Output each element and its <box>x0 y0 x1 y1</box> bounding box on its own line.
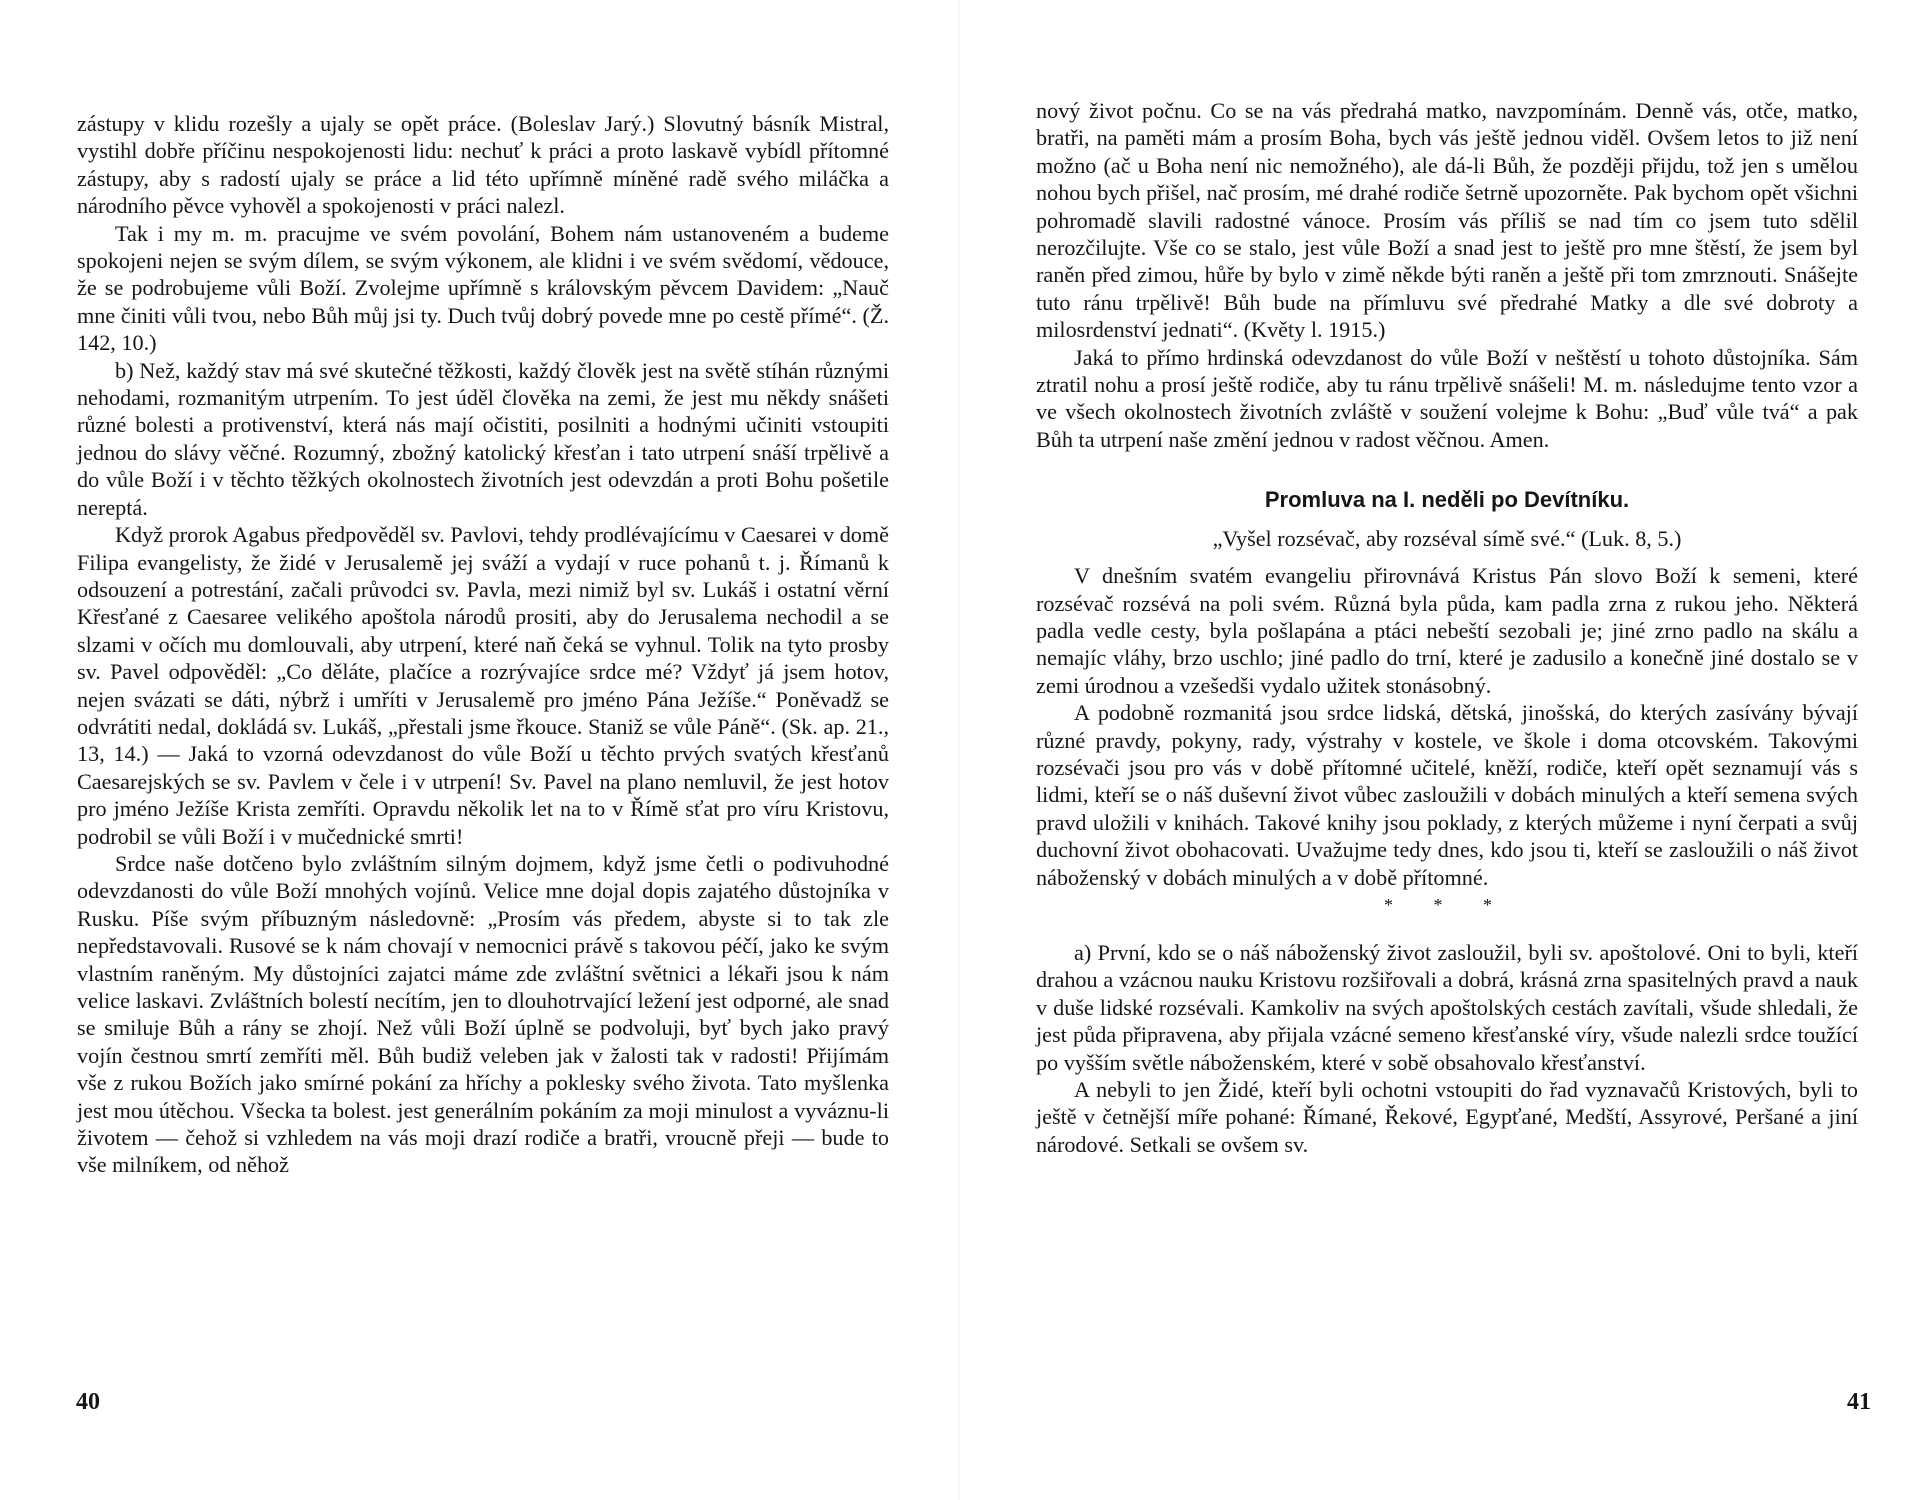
scripture-verse: „Vyšel rozsévač, aby rozséval símě své.“ (Luk. 8, 5.) <box>1212 525 1682 551</box>
section-separator: * * * <box>1384 894 1510 915</box>
right-page <box>959 0 1918 1500</box>
paragraph: A nebyli to jen Židé, kteří byli ochotni vstoupiti do řad vyznavačů Kristových, byli to ještě v četnější míře pohané: Římané, Řekové, Egypťané, Medští, Assyrové, Peršané a jiní národové. Setkali se ovšem sv. <box>1036 1077 1858 1157</box>
page-number: 41 <box>1847 1389 1871 1415</box>
right-text-column <box>1036 97 1858 1158</box>
paragraph: a) První, kdo se o náš náboženský život zasloužil, byli sv. apoštolové. Oni to byli, kteří drahou a vzácnou nauku Kristovu rozšiřovali a dobrá, krásná zrna spasitelných pravd a nauk v duše lidské rozsévali. Kamkoliv na svých apoštolských cestách zavítali, všude shledali, že jest půda připravena, aby přijala vzácné semeno křesťanské víry, všude nalezli srdce toužící po vyšším světle náboženském, které v sobě obsahovalo křesťanství. <box>1036 939 1858 1075</box>
page-number: 40 <box>76 1389 100 1415</box>
paragraph: A podobně rozmanitá jsou srdce lidská, dětská, jinošská, do kterých zasívány bývají různé pravdy, pokyny, rady, výstrahy v kostele, ve škole i doma otcovském. Takovými rozsévači jsou pro vás v době přítomné učitelé, kněží, rodiče, kteří opět seznamují vás s lidmi, kteří se o náš duševní život vůbec zasloužili v dobách minulých a kteří semena svých pravd uložili v knihách. Takové knihy jsou poklady, z kterých můžeme i nyní čerpati a svůj duchovní život obohacovati. Uvažujme tedy dnes, kdo jsou ti, kteří se zasloužili o náš život náboženský v dobách minulých a v době přítomné. <box>1036 700 1858 890</box>
paragraph: Srdce naše dotčeno bylo zvláštním silným dojmem, když jsme četli o podivuhodné odevzdanosti do vůle Boží mnohých vojínů. Velice mne dojal dopis zajatého důstojníka v Rusku. Píše svým příbuzným následovně: „Prosím vás předem, abyste si to tak zle nepředstavovali. Rusové se k nám chovají v nemocnici právě s takovou péčí, jako ke svým vlastním raněným. My důstojníci zajatci máme zde zvláštní světnici a lékaři jsou k nám velice laskavi. Zvláštních bolestí necítím, jen to dlouhotrvající ležení jest odporné, ale snad se smiluje Bůh a rány se zhojí. Než vůli Boží úplně se podvoluji, byť bych jako pravý vojín čestnou smrtí zemříti měl. Bůh budiž veleben jak v žalosti tak v radosti! Přijímám vše z rukou Božích jako smírné pokání za hříchy a poklesky svého života. Tato myšlenka jest mou útěchou. Všecka ta bolest. jest generálním pokáním za moji minulost a vyváznu-li životem — čehož si vzhledem na vás moji drazí rodiče a bratři, vroucně přeji — bude to vše milníkem, od něhož <box>77 850 889 1178</box>
paragraph: Když prorok Agabus předpověděl sv. Pavlovi, tehdy prodlévajícímu v Caesarei v domě Filipa evangelisty, že židé v Jerusalemě jej sváží a vydají v ruce pohanů t. j. Římanů k odsouzení a potrestání, začali průvodci sv. Pavla, mezi nimiž byl sv. Lukáš i ostatní věrní Křesťané z Caesaree velikého apoštola národů prositi, aby do Jerusalema nechodil a se slzami v očích mu domlouvali, aby utrpení, které naň čeká se vyhnul. Tolik na tyto prosby sv. Pavel odpověděl: „Co děláte, plačíce a rozrývajíce srdce mé? Vždyť já jsem hotov, nejen svázati se dáti, nýbrž i umříti v Jerusalemě pro jméno Pána Ježíše.“ Poněvadž se odvrátiti nedal, dokládá sv. Lukáš, „přestali jsme řkouce. Staniž se vůle Páně“. (Sk. ap. 21., 13, 14.) — Jaká to vzorná odevzdanost do vůle Boží u těchto prvých svatých křesťanů Caesarejských se sv. Pavlem v čele i v utrpení! Sv. Pavel na plano nemluvil, že jest hotov pro jméno Ježíše Krista zemříti. Opravdu několik let na to v Římě sťat pro víru Kristovu, podrobil se vůli Boží i v mučednické smrti! <box>77 522 889 849</box>
left-text-column <box>77 110 889 1179</box>
paragraph: Jaká to přímo hrdinská odevzdanost do vůle Boží v neštěstí u tohoto důstojníka. Sám ztratil nohu a prosí ještě rodiče, aby tu ránu trpělivě snášeli! M. m. následujme tento vzor a ve všech okolnostech životních zvláště v soužení volejme k Bohu: „Buď vůle tvá“ a pak Bůh ta utrpení naše změní jednou v radost věčnou. Amen. <box>1036 344 1858 452</box>
sermon-heading: Promluva na I. neděli po Devítníku. <box>1264 487 1630 513</box>
paragraph: b) Než, každý stav má své skutečné těžkosti, každý člověk jest na světě stíhán různými nehodami, rozmanitým utrpením. To jest úděl člověka na zemi, že jest mu někdy snášeti různé bolesti a protivenství, která nás mají očistiti, posilniti a hodnými učiniti vstoupiti jednou do slávy věčné. Rozumný, zbožný katolický křesťan i tato utrpení snáší trpělivě a do vůle Boží i v těchto těžkých okolnostech životních jest odevzdán a proti Bohu pošetile nereptá. <box>77 357 889 520</box>
paragraph: Tak i my m. m. pracujme ve svém povolání, Bohem nám ustanoveném a budeme spokojeni nejen se svým dílem, se svým výkonem, ale klidni i ve svém svědomí, vědouce, že se podrobujeme vůli Boží. Zvolejme upřímně s královským pěvcem Davidem: „Nauč mne činiti vůli tvou, nebo Bůh můj jsi ty. Duch tvůj dobrý povede mne po cestě přímé“. (Ž. 142, 10.) <box>77 220 889 356</box>
paragraph: nový život počnu. Co se na vás předrahá matko, navzpomínám. Denně vás, otče, matko, bratři, na paměti mám a prosím Boha, bych vás ještě jednou viděl. Ovšem letos to již není možno (ač u Boha není nic nemožného), ale dá-li Bůh, že později přijdu, tož jen s umělou nohou bych přišel, nač prosím, mé drahé rodiče šetrně upozorněte. Pak bychom opět všichni pohromadě slavili radostné vánoce. Prosím vás příliš se nad tím co jsem tuto sdělil nerozčilujte. Vše co se stalo, jest vůle Boží a snad jest to ještě pro mne štěstí, že jsem byl raněn před zimou, hůře by bylo v zimě někde býti raněn a ještě při tom zmrznouti. Snášejte tuto ránu trpělivě! Bůh bude na přímluvu své předrahé Matky a dle své dobroty a milosrdenství jednati“. (Květy l. 1915.) <box>1036 98 1858 343</box>
paragraph: V dnešním svatém evangeliu přirovnává Kristus Pán slovo Boží k semeni, které rozsévač rozsévá na poli svém. Různá byla půda, kam padla zrna z rukou jeho. Některá padla vedle cesty, byla pošlapána a ptáci nebeští sezobali je; jiné zrno padlo na skálu a nemajíc vláhy, brzo uschlo; jiné padlo do trní, které je zadusilo a konečně jiné dostalo se v zemi úrodnou a vzešedši vydalo užitek stonásobný. <box>1036 563 1858 698</box>
paragraph: zástupy v klidu rozešly a ujaly se opět práce. (Boleslav Jarý.) Slovutný básník Mistral, vystihl dobře příčinu nespokojenosti lidu: nechuť k práci a proto laskavě vybídl přítomné zástupy, aby s radostí ujaly se práce a lid této upřímně míněné radě svého miláčka a národního pěvce vyhověl a spokojenosti v práci nalezl. <box>77 111 889 219</box>
